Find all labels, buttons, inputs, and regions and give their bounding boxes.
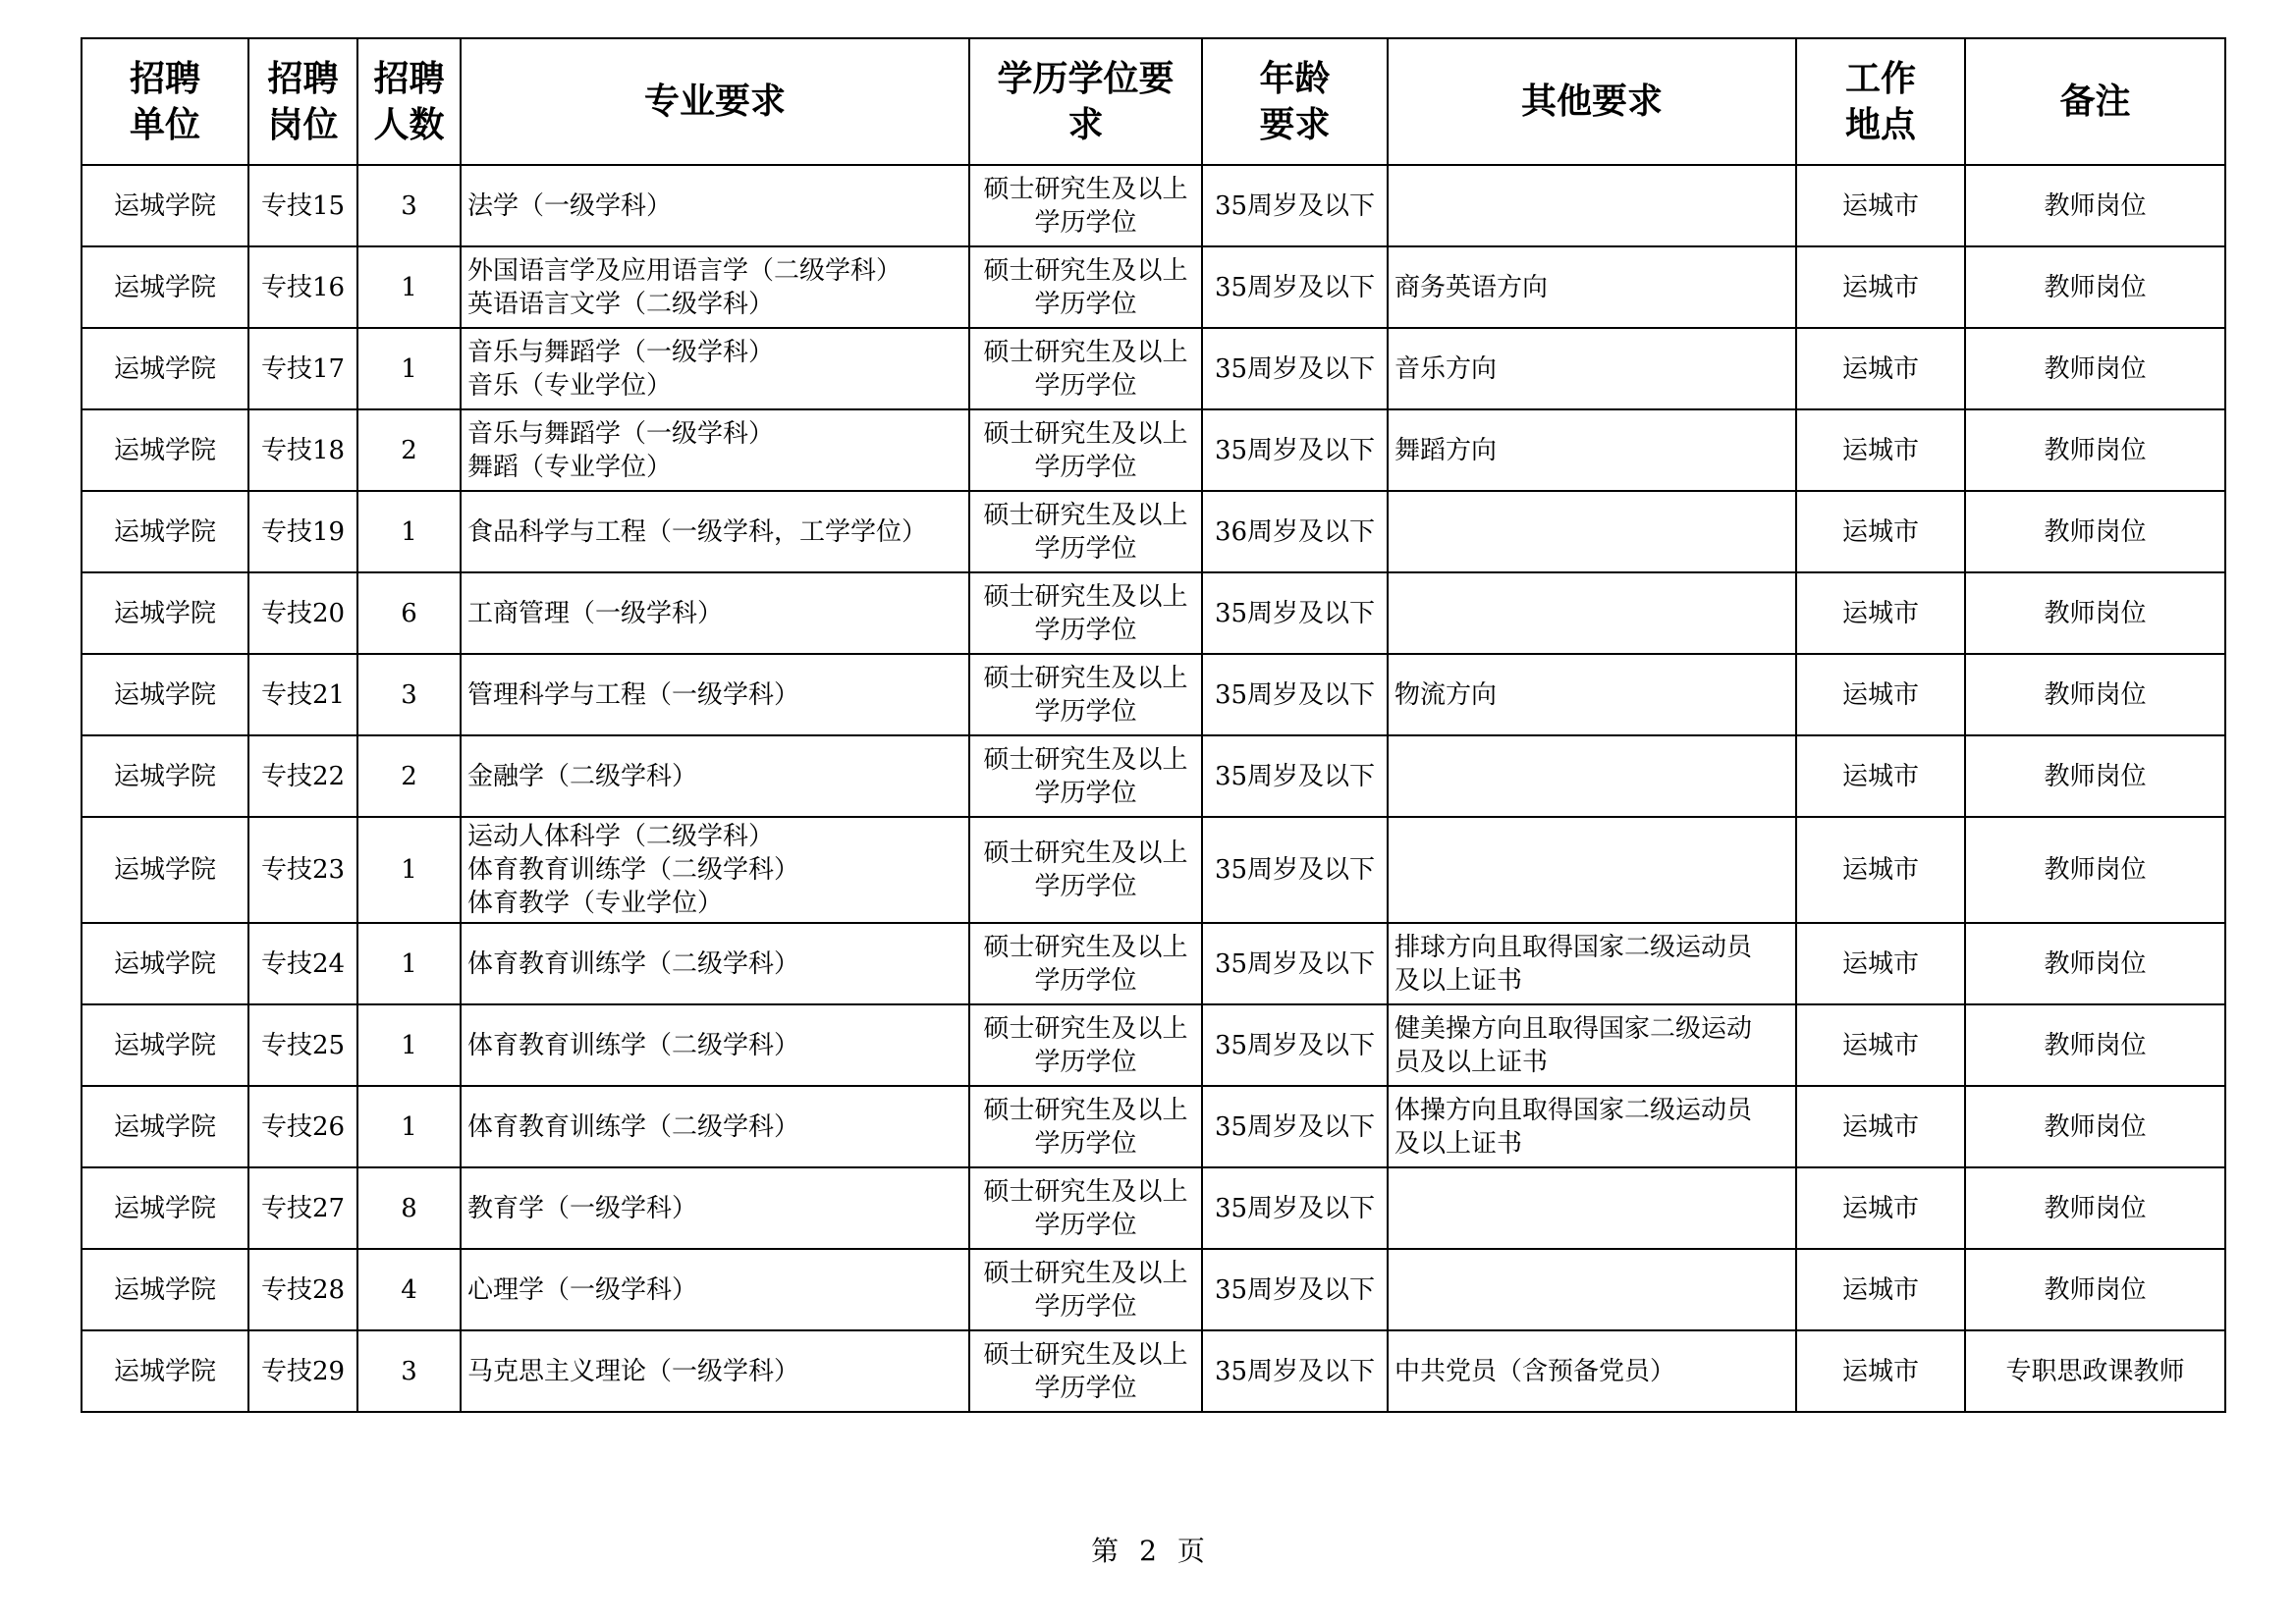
cell-post: 专技25 — [248, 1004, 357, 1086]
cell-major-line: 英语语言文学（二级学科） — [467, 289, 775, 319]
cell-major — [461, 1086, 969, 1167]
cell-major-line: 体育教育训练学（二级学科） — [467, 948, 800, 979]
cell-major — [461, 572, 969, 654]
cell-degree — [969, 1004, 1202, 1086]
cell-degree — [969, 817, 1202, 923]
cell-degree — [969, 328, 1202, 409]
cell-major — [461, 409, 969, 491]
cell-unit: 运城学院 — [82, 491, 248, 572]
cell-location: 运城市 — [1796, 654, 1965, 735]
cell-note: 教师岗位 — [1965, 246, 2225, 328]
cell-degree-line: 硕士研究生及以上 — [983, 1013, 1188, 1044]
cell-unit: 运城学院 — [82, 572, 248, 654]
cell-note: 教师岗位 — [1965, 1086, 2225, 1167]
cell-major — [461, 328, 969, 409]
cell-location: 运城市 — [1796, 1167, 1965, 1249]
cell-degree-line: 学历学位 — [1034, 696, 1137, 727]
table-row — [82, 1249, 2225, 1330]
cell-unit: 运城学院 — [82, 1249, 248, 1330]
cell-age: 35周岁及以下 — [1202, 1086, 1388, 1167]
cell-count: 3 — [357, 165, 461, 246]
cell-count: 1 — [357, 1004, 461, 1086]
cell-degree-line: 学历学位 — [1034, 872, 1137, 901]
cell-location: 运城市 — [1796, 817, 1965, 923]
cell-major — [461, 1249, 969, 1330]
header-count — [357, 38, 461, 165]
cell-other-line: 中共党员（含预备党员） — [1394, 1356, 1676, 1386]
cell-post: 专技18 — [248, 409, 357, 491]
cell-major — [461, 491, 969, 572]
cell-unit: 运城学院 — [82, 1004, 248, 1086]
cell-major-line: 教育学（一级学科） — [467, 1193, 698, 1223]
cell-age: 35周岁及以下 — [1202, 1004, 1388, 1086]
cell-note: 教师岗位 — [1965, 165, 2225, 246]
header-note — [1965, 38, 2225, 165]
header-line: 要求 — [1259, 104, 1331, 145]
table-row — [82, 246, 2225, 328]
cell-degree-line: 硕士研究生及以上 — [983, 581, 1188, 612]
cell-note: 教师岗位 — [1965, 923, 2225, 1004]
cell-major-line: 音乐与舞蹈学（一级学科） — [467, 418, 775, 449]
cell-major-line: 音乐与舞蹈学（一级学科） — [467, 337, 775, 367]
cell-count: 1 — [357, 923, 461, 1004]
cell-other — [1388, 246, 1796, 328]
cell-major — [461, 923, 969, 1004]
cell-major — [461, 246, 969, 328]
cell-degree — [969, 1086, 1202, 1167]
cell-location: 运城市 — [1796, 572, 1965, 654]
cell-note: 专职思政课教师 — [1965, 1330, 2225, 1412]
cell-other-line: 商务英语方向 — [1394, 272, 1549, 302]
cell-degree — [969, 1249, 1202, 1330]
cell-age: 36周岁及以下 — [1202, 491, 1388, 572]
cell-note: 教师岗位 — [1965, 817, 2225, 923]
cell-degree-line: 学历学位 — [1034, 533, 1137, 564]
cell-other — [1388, 1167, 1796, 1249]
cell-age: 35周岁及以下 — [1202, 246, 1388, 328]
cell-major — [461, 735, 969, 817]
cell-degree-line: 硕士研究生及以上 — [983, 1258, 1188, 1288]
header-line: 工作 — [1844, 58, 1916, 99]
cell-major-line: 体育教育训练学（二级学科） — [467, 1111, 800, 1142]
cell-unit: 运城学院 — [82, 1167, 248, 1249]
cell-degree — [969, 923, 1202, 1004]
table-row — [82, 1086, 2225, 1167]
cell-count: 8 — [357, 1167, 461, 1249]
page-number-suffix: 页 — [1176, 1535, 1205, 1567]
cell-unit: 运城学院 — [82, 735, 248, 817]
header-line: 专业要求 — [643, 81, 786, 122]
cell-degree-line: 硕士研究生及以上 — [983, 1095, 1188, 1125]
cell-degree — [969, 246, 1202, 328]
cell-post: 专技23 — [248, 817, 357, 923]
cell-count: 1 — [357, 246, 461, 328]
cell-degree-line: 硕士研究生及以上 — [983, 663, 1188, 693]
table-row — [82, 572, 2225, 654]
cell-other — [1388, 923, 1796, 1004]
cell-unit: 运城学院 — [82, 923, 248, 1004]
cell-unit: 运城学院 — [82, 328, 248, 409]
cell-other — [1388, 1330, 1796, 1412]
cell-other — [1388, 165, 1796, 246]
cell-count: 1 — [357, 328, 461, 409]
table-row — [82, 654, 2225, 735]
cell-location: 运城市 — [1796, 1330, 1965, 1412]
cell-major-line: 体育教育训练学（二级学科） — [467, 855, 800, 885]
cell-count: 4 — [357, 1249, 461, 1330]
cell-age: 35周岁及以下 — [1202, 1167, 1388, 1249]
cell-major-line: 法学（一级学科） — [467, 190, 673, 221]
cell-count: 1 — [357, 491, 461, 572]
table-row — [82, 1167, 2225, 1249]
cell-other-line: 及以上证书 — [1394, 965, 1523, 996]
cell-degree-line: 硕士研究生及以上 — [983, 255, 1188, 286]
cell-post: 专技24 — [248, 923, 357, 1004]
cell-other — [1388, 409, 1796, 491]
cell-location: 运城市 — [1796, 923, 1965, 1004]
cell-major — [461, 1004, 969, 1086]
cell-location: 运城市 — [1796, 735, 1965, 817]
cell-post: 专技22 — [248, 735, 357, 817]
header-location — [1796, 38, 1965, 165]
cell-degree-line: 学历学位 — [1034, 289, 1137, 319]
table-row — [82, 735, 2225, 817]
cell-age: 35周岁及以下 — [1202, 1249, 1388, 1330]
cell-note: 教师岗位 — [1965, 328, 2225, 409]
cell-major-line: 管理科学与工程（一级学科） — [467, 679, 800, 710]
cell-degree-line: 硕士研究生及以上 — [983, 839, 1188, 868]
cell-other-line: 健美操方向且取得国家二级运动 — [1394, 1013, 1753, 1044]
header-degree — [969, 38, 1202, 165]
cell-degree-line: 硕士研究生及以上 — [983, 1339, 1188, 1370]
cell-unit: 运城学院 — [82, 817, 248, 923]
header-line: 招聘 — [373, 58, 445, 99]
cell-note: 教师岗位 — [1965, 572, 2225, 654]
cell-other — [1388, 491, 1796, 572]
cell-age: 35周岁及以下 — [1202, 1330, 1388, 1412]
cell-count: 2 — [357, 735, 461, 817]
header-row — [82, 38, 2225, 165]
cell-count: 3 — [357, 654, 461, 735]
cell-count: 1 — [357, 817, 461, 923]
cell-location: 运城市 — [1796, 328, 1965, 409]
cell-degree-line: 硕士研究生及以上 — [983, 932, 1188, 962]
cell-degree — [969, 735, 1202, 817]
page-number-prefix: 第 — [1091, 1535, 1120, 1567]
cell-degree — [969, 572, 1202, 654]
cell-major — [461, 1167, 969, 1249]
cell-degree — [969, 409, 1202, 491]
header-line: 地点 — [1844, 104, 1916, 145]
header-line: 学历学位要 — [997, 58, 1175, 99]
cell-location: 运城市 — [1796, 409, 1965, 491]
cell-degree-line: 学历学位 — [1034, 615, 1137, 645]
cell-note: 教师岗位 — [1965, 491, 2225, 572]
cell-degree — [969, 491, 1202, 572]
cell-age: 35周岁及以下 — [1202, 654, 1388, 735]
cell-major-line: 运动人体科学（二级学科） — [467, 822, 775, 851]
header-line: 招聘 — [267, 58, 339, 99]
cell-unit: 运城学院 — [82, 654, 248, 735]
cell-note: 教师岗位 — [1965, 654, 2225, 735]
header-line: 单位 — [129, 104, 200, 145]
cell-other-line: 物流方向 — [1394, 679, 1498, 710]
cell-degree — [969, 165, 1202, 246]
cell-post: 专技16 — [248, 246, 357, 328]
header-line: 备注 — [2059, 81, 2131, 122]
cell-other — [1388, 817, 1796, 923]
cell-major — [461, 1330, 969, 1412]
cell-count: 6 — [357, 572, 461, 654]
cell-other — [1388, 1086, 1796, 1167]
cell-degree-line: 学历学位 — [1034, 1373, 1137, 1403]
header-line: 招聘 — [129, 58, 200, 99]
cell-degree-line: 学历学位 — [1034, 1291, 1137, 1322]
cell-location: 运城市 — [1796, 491, 1965, 572]
page-footer — [0, 1530, 2296, 1569]
header-line: 年龄 — [1259, 58, 1331, 99]
cell-degree-line: 学历学位 — [1034, 965, 1137, 996]
cell-major — [461, 165, 969, 246]
table-row — [82, 1004, 2225, 1086]
cell-degree — [969, 654, 1202, 735]
table-row — [82, 409, 2225, 491]
cell-major-line: 工商管理（一级学科） — [467, 598, 724, 628]
cell-post: 专技27 — [248, 1167, 357, 1249]
cell-other — [1388, 572, 1796, 654]
cell-major-line: 舞蹈（专业学位） — [467, 452, 673, 482]
cell-unit: 运城学院 — [82, 165, 248, 246]
cell-location: 运城市 — [1796, 1249, 1965, 1330]
cell-other — [1388, 328, 1796, 409]
cell-count: 3 — [357, 1330, 461, 1412]
cell-degree-line: 硕士研究生及以上 — [983, 418, 1188, 449]
page-number: 2 — [1139, 1535, 1157, 1567]
cell-degree-line: 硕士研究生及以上 — [983, 744, 1188, 775]
cell-location: 运城市 — [1796, 1086, 1965, 1167]
table-body — [82, 165, 2225, 1412]
cell-degree — [969, 1167, 1202, 1249]
header-line: 岗位 — [267, 104, 339, 145]
cell-degree-line: 学历学位 — [1034, 207, 1137, 238]
cell-post: 专技15 — [248, 165, 357, 246]
cell-age: 35周岁及以下 — [1202, 923, 1388, 1004]
header-age — [1202, 38, 1388, 165]
cell-other-line: 体操方向且取得国家二级运动员 — [1394, 1095, 1753, 1125]
header-post — [248, 38, 357, 165]
cell-degree-line: 硕士研究生及以上 — [983, 174, 1188, 204]
cell-age: 35周岁及以下 — [1202, 328, 1388, 409]
cell-other — [1388, 735, 1796, 817]
cell-degree-line: 学历学位 — [1034, 370, 1137, 401]
cell-major-line: 金融学（二级学科） — [467, 761, 698, 791]
cell-other-line: 舞蹈方向 — [1394, 435, 1498, 465]
cell-unit: 运城学院 — [82, 1086, 248, 1167]
cell-note: 教师岗位 — [1965, 1004, 2225, 1086]
cell-other — [1388, 1249, 1796, 1330]
cell-location: 运城市 — [1796, 165, 1965, 246]
table-row — [82, 491, 2225, 572]
cell-degree-line: 学历学位 — [1034, 1210, 1137, 1240]
cell-unit: 运城学院 — [82, 246, 248, 328]
cell-unit: 运城学院 — [82, 409, 248, 491]
cell-major-line: 食品科学与工程（一级学科，工学学位） — [467, 516, 928, 547]
cell-major-line: 马克思主义理论（一级学科） — [467, 1356, 800, 1386]
cell-age: 35周岁及以下 — [1202, 572, 1388, 654]
cell-major — [461, 654, 969, 735]
table-row — [82, 328, 2225, 409]
cell-post: 专技26 — [248, 1086, 357, 1167]
cell-note: 教师岗位 — [1965, 735, 2225, 817]
cell-age: 35周岁及以下 — [1202, 165, 1388, 246]
cell-post: 专技19 — [248, 491, 357, 572]
cell-major-line: 体育教育训练学（二级学科） — [467, 1030, 800, 1060]
cell-note: 教师岗位 — [1965, 409, 2225, 491]
cell-unit: 运城学院 — [82, 1330, 248, 1412]
cell-degree-line: 硕士研究生及以上 — [983, 1176, 1188, 1207]
cell-post: 专技20 — [248, 572, 357, 654]
header-line: 人数 — [373, 104, 445, 145]
cell-location: 运城市 — [1796, 246, 1965, 328]
cell-other-line: 排球方向且取得国家二级运动员 — [1394, 932, 1753, 962]
table-row — [82, 1330, 2225, 1412]
cell-age: 35周岁及以下 — [1202, 409, 1388, 491]
cell-post: 专技28 — [248, 1249, 357, 1330]
cell-major-line: 体育教学（专业学位） — [467, 889, 724, 918]
cell-major-line: 外国语言学及应用语言学（二级学科） — [467, 255, 902, 286]
cell-post: 专技17 — [248, 328, 357, 409]
cell-degree — [969, 1330, 1202, 1412]
cell-major — [461, 817, 969, 923]
cell-degree-line: 硕士研究生及以上 — [983, 500, 1188, 530]
cell-degree-line: 学历学位 — [1034, 1047, 1137, 1077]
cell-degree-line: 硕士研究生及以上 — [983, 337, 1188, 367]
header-major — [461, 38, 969, 165]
cell-other — [1388, 1004, 1796, 1086]
cell-count: 1 — [357, 1086, 461, 1167]
cell-note: 教师岗位 — [1965, 1249, 2225, 1330]
cell-major-line: 心理学（一级学科） — [467, 1274, 698, 1305]
cell-age: 35周岁及以下 — [1202, 735, 1388, 817]
cell-note: 教师岗位 — [1965, 1167, 2225, 1249]
header-other — [1388, 38, 1796, 165]
cell-location: 运城市 — [1796, 1004, 1965, 1086]
cell-other — [1388, 654, 1796, 735]
table-row — [82, 165, 2225, 246]
table-row — [82, 923, 2225, 1004]
cell-major-line: 音乐（专业学位） — [467, 370, 673, 401]
recruitment-table — [81, 37, 2226, 1413]
cell-degree-line: 学历学位 — [1034, 1128, 1137, 1159]
cell-other-line: 及以上证书 — [1394, 1128, 1523, 1159]
cell-count: 2 — [357, 409, 461, 491]
cell-degree-line: 学历学位 — [1034, 452, 1137, 482]
cell-other-line: 员及以上证书 — [1394, 1047, 1549, 1077]
cell-age: 35周岁及以下 — [1202, 817, 1388, 923]
header-line: 求 — [1067, 104, 1104, 145]
header-unit — [82, 38, 248, 165]
cell-post: 专技21 — [248, 654, 357, 735]
table-row — [82, 817, 2225, 923]
cell-other-line: 音乐方向 — [1394, 353, 1498, 384]
header-line: 其他要求 — [1520, 81, 1663, 122]
cell-post: 专技29 — [248, 1330, 357, 1412]
cell-degree-line: 学历学位 — [1034, 778, 1137, 808]
